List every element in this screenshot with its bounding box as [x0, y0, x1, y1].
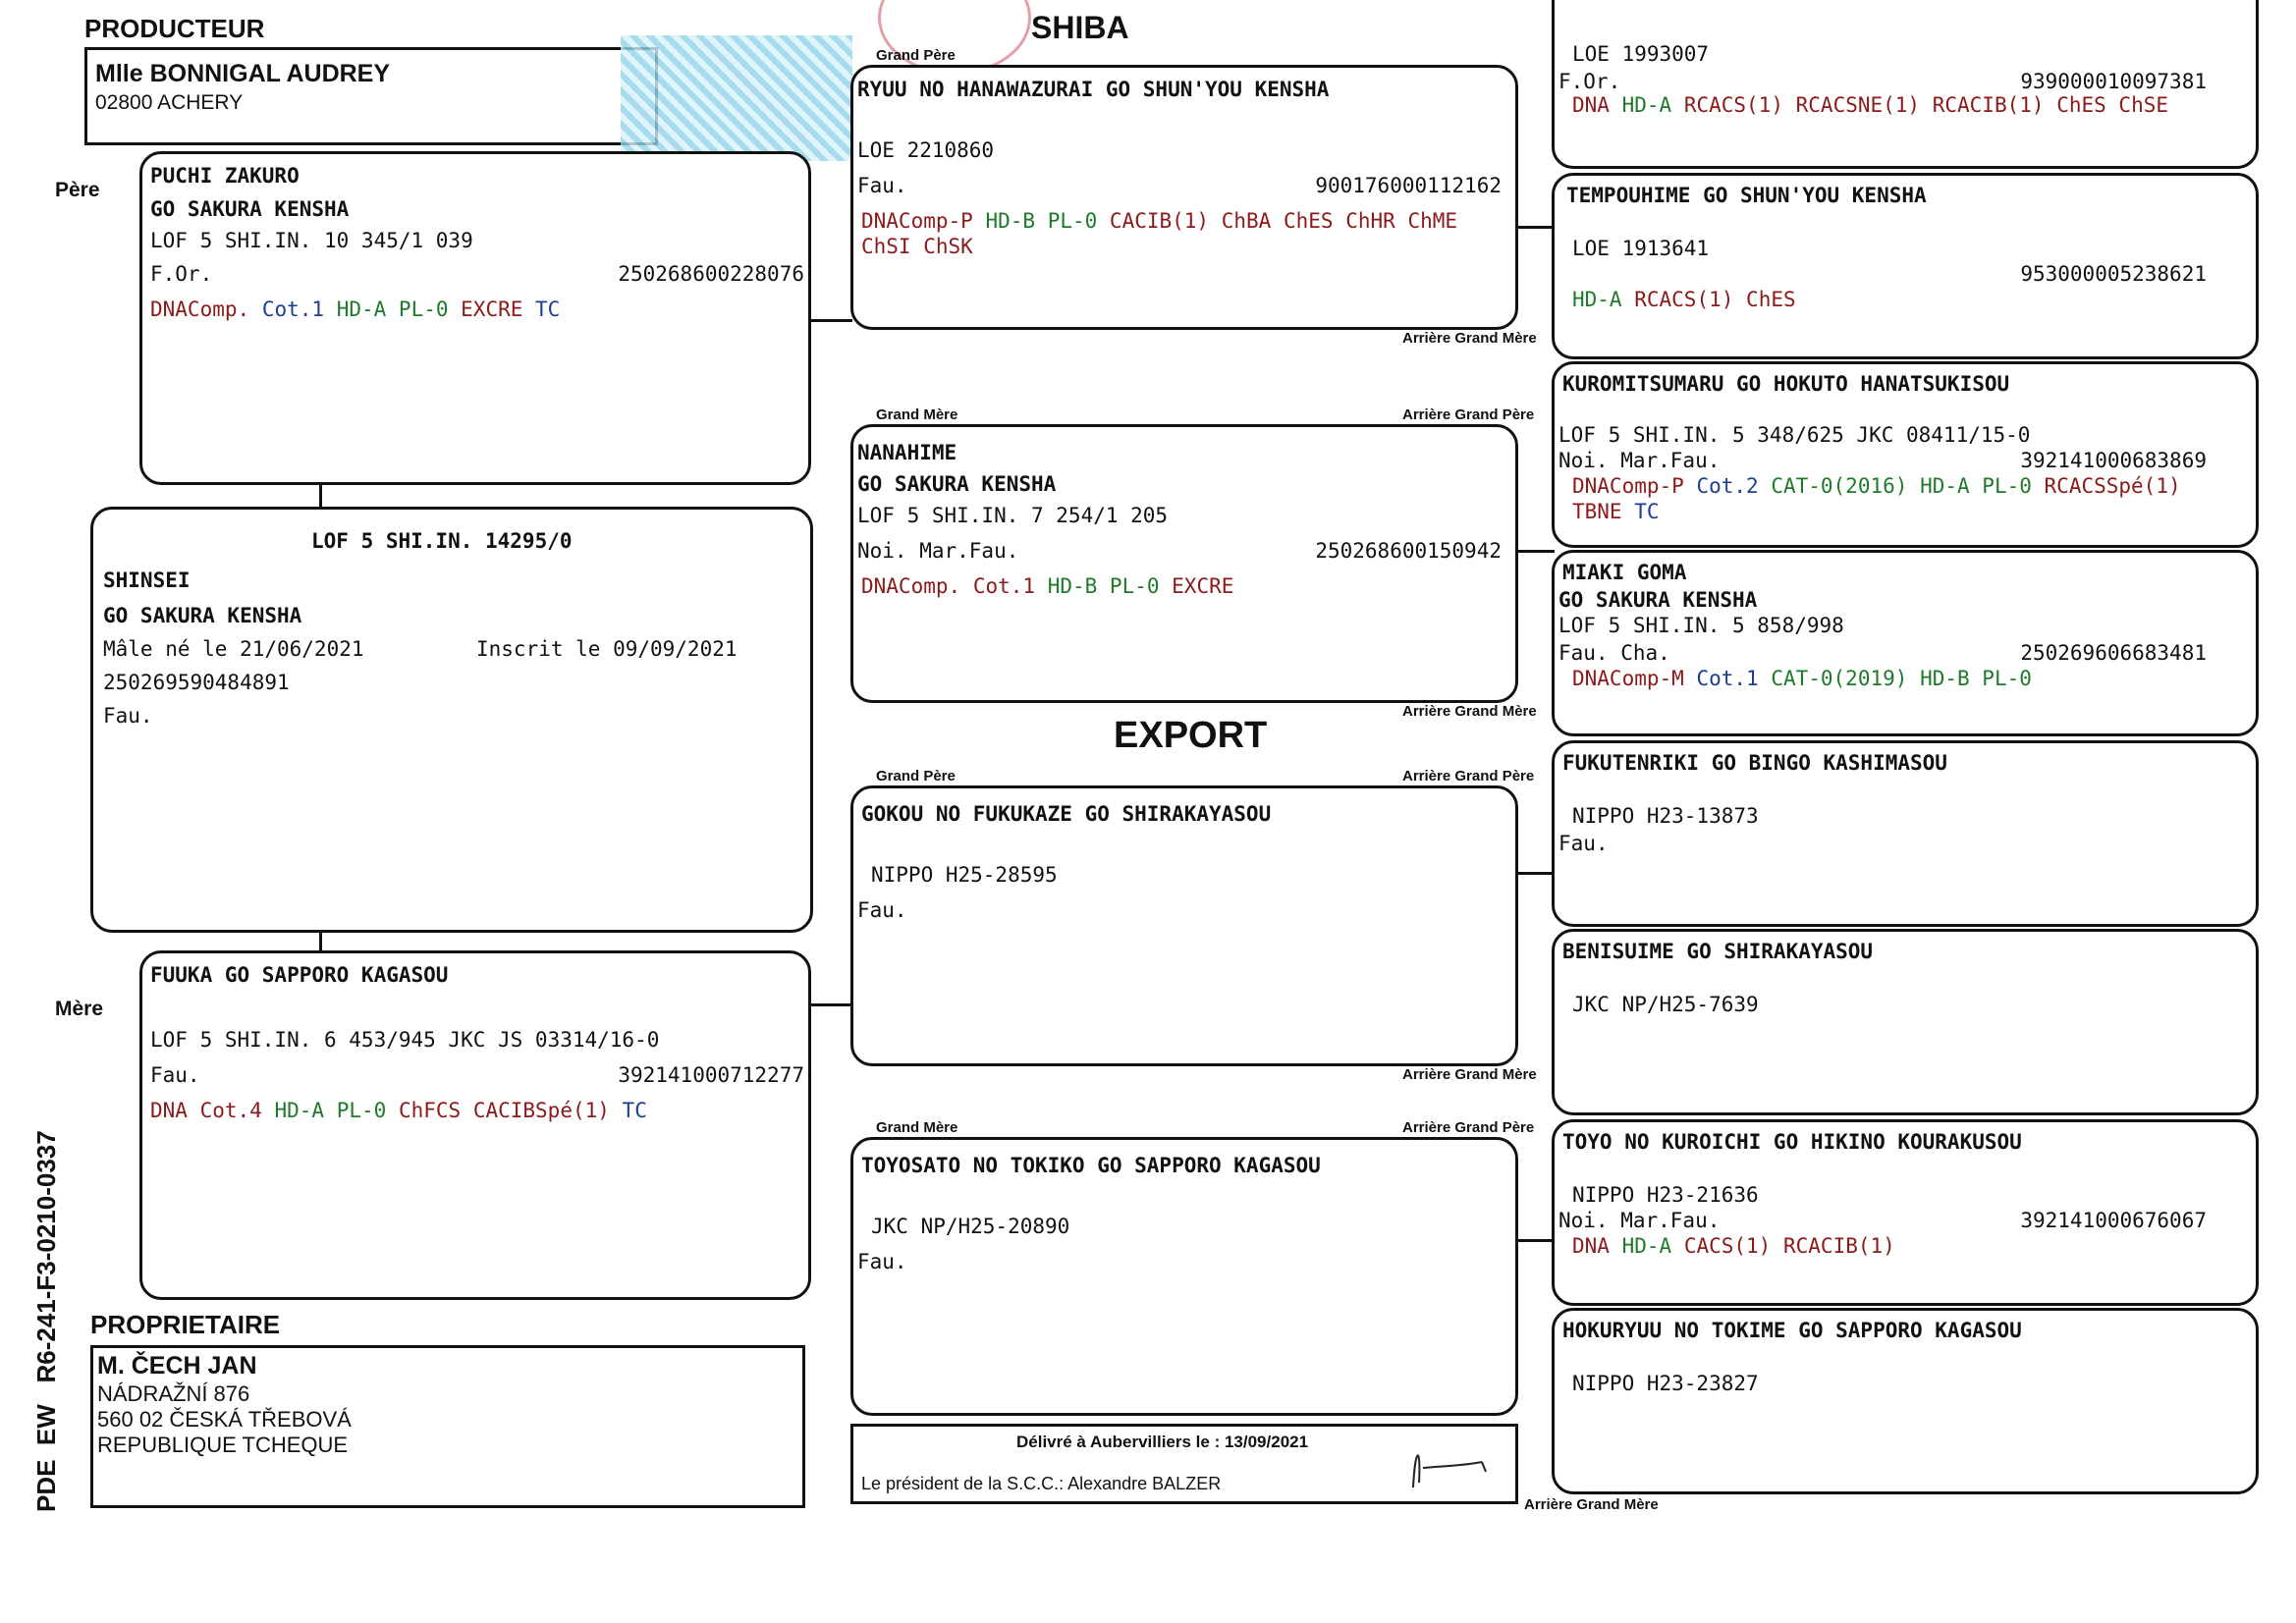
- gp2-name: GOKOU NO FUKUKAZE GO SHIRAKAYASOU: [861, 802, 1272, 826]
- signature-icon: [1403, 1438, 1502, 1497]
- agp4-name: TOYO NO KUROICHI GO HIKINO KOURAKUSOU: [1562, 1130, 2022, 1154]
- security-pattern: [621, 35, 852, 161]
- gp2-color: Fau.: [857, 898, 907, 922]
- agm1-chip: 953000005238621: [2020, 262, 2207, 286]
- subject-chip: 250269590484891: [103, 671, 290, 694]
- title: ChHR: [1345, 209, 1395, 233]
- agm3-reg: JKC NP/H25-7639: [1572, 993, 1759, 1016]
- title: PL-0: [1047, 209, 1098, 233]
- connector: [1517, 226, 1555, 229]
- title: HD-A: [1920, 474, 1970, 498]
- agm2-name1: MIAKI GOMA: [1562, 561, 1687, 584]
- agp4-titles: [1572, 1234, 1895, 1258]
- proprietaire-name: M. ČECH JAN: [97, 1352, 257, 1380]
- arriere-grand-mere-label: Arrière Grand Mère: [1402, 1066, 1537, 1083]
- title: HD-B: [985, 209, 1036, 233]
- title: RCACIB(1): [1932, 93, 2045, 117]
- arriere-grand-pere-label: Arrière Grand Père: [1402, 406, 1535, 423]
- gm1-reg: LOF 5 SHI.IN. 7 254/1 205: [857, 504, 1169, 527]
- title: HD-A: [274, 1099, 325, 1122]
- title: DNAComp.: [861, 574, 961, 598]
- pere-titles: [150, 298, 560, 321]
- proprietaire-city: 560 02 ČESKÁ TŘEBOVÁ: [97, 1407, 352, 1432]
- agp4-reg: NIPPO H23-21636: [1572, 1183, 1759, 1207]
- proprietaire-country: REPUBLIQUE TCHEQUE: [97, 1433, 349, 1457]
- title: CAT-0(2016): [1771, 474, 1908, 498]
- subject-color: Fau.: [103, 704, 153, 728]
- title: CACIB(1): [1109, 209, 1210, 233]
- title: TC: [1634, 500, 1660, 523]
- title: HD-A: [1572, 288, 1622, 311]
- gm2-name: TOYOSATO NO TOKIKO GO SAPPORO KAGASOU: [861, 1154, 1321, 1177]
- pere-name2: GO SAKURA KENSHA: [150, 197, 350, 221]
- grand-mere-label: Grand Mère: [876, 1119, 958, 1136]
- pere-chip: 250268600228076: [618, 262, 804, 286]
- title: HD-A: [336, 298, 387, 321]
- agm2-color: Fau. Cha.: [1558, 641, 1670, 665]
- gm1-color: Noi. Mar.Fau.: [857, 539, 1019, 563]
- gm1-name1: NANAHIME: [857, 441, 957, 464]
- gp2-box: [850, 785, 1518, 1066]
- mere-reg: LOF 5 SHI.IN. 6 453/945 JKC JS 03314/16-0: [150, 1028, 660, 1052]
- title: EXCRE: [1172, 574, 1234, 598]
- agp3-reg: NIPPO H23-13873: [1572, 804, 1759, 828]
- title: ChES: [2056, 93, 2106, 117]
- proprietaire-label: PROPRIETAIRE: [90, 1310, 281, 1339]
- arriere-grand-mere-label: Arrière Grand Mère: [1402, 330, 1537, 347]
- gm1-titles: [861, 574, 1233, 598]
- subject-inscrit: Inscrit le 09/09/2021: [476, 637, 738, 661]
- connector: [319, 931, 322, 952]
- gp1-reg: LOE 2210860: [857, 138, 995, 162]
- agm4-name: HOKURYUU NO TOKIME GO SAPPORO KAGASOU: [1562, 1319, 2022, 1342]
- mere-box: [139, 950, 811, 1300]
- agp1-reg: LOE 1993007: [1572, 42, 1710, 66]
- title: ChBA: [1221, 209, 1272, 233]
- pere-reg: LOF 5 SHI.IN. 10 345/1 039: [150, 229, 473, 252]
- agp2-reg: LOF 5 SHI.IN. 5 348/625 JKC 08411/15-0: [1558, 423, 2031, 447]
- subject-born: Mâle né le 21/06/2021: [103, 637, 364, 661]
- title: PL-0: [1109, 574, 1160, 598]
- agp2-color: Noi. Mar.Fau.: [1558, 449, 1721, 472]
- connector: [810, 319, 852, 322]
- gp2-reg: NIPPO H25-28595: [871, 863, 1058, 887]
- title: TC: [622, 1099, 647, 1122]
- title: HD-A: [1621, 93, 1672, 117]
- title: ChES: [1283, 209, 1334, 233]
- title: RCACS(1): [1634, 288, 1734, 311]
- agm1-name: TEMPOUHIME GO SHUN'YOU KENSHA: [1566, 184, 1927, 207]
- title: HD-B: [1920, 667, 1970, 690]
- title: RCACIB(1): [1783, 1234, 1895, 1258]
- agm2-name2: GO SAKURA KENSHA: [1558, 588, 1758, 612]
- gm1-box: [850, 424, 1518, 703]
- producteur-label: PRODUCTEUR: [84, 14, 265, 43]
- mere-titles: [150, 1099, 647, 1122]
- grand-pere-label: Grand Père: [876, 47, 956, 64]
- agp1-chip: 939000010097381: [2020, 70, 2207, 93]
- title: PL-0: [398, 298, 449, 321]
- title: PL-0: [1982, 667, 2032, 690]
- title: ChES: [1746, 288, 1796, 311]
- title: CAT-0(2019): [1771, 667, 1908, 690]
- delivered-text: Délivré à Aubervilliers le : 13/09/2021: [1016, 1433, 1309, 1451]
- title: TBNE: [1572, 500, 1622, 523]
- producteur-box: [84, 47, 658, 145]
- agm1-box: [1552, 173, 2259, 359]
- subject-name1: SHINSEI: [103, 568, 191, 592]
- title: ChSI: [861, 235, 911, 258]
- subject-name2: GO SAKURA KENSHA: [103, 604, 302, 627]
- agm4-box: [1552, 1308, 2259, 1494]
- agm1-titles: [1572, 288, 1796, 311]
- grand-pere-label: Grand Père: [876, 768, 956, 784]
- agm2-titles: [1572, 667, 2032, 690]
- agp3-color: Fau.: [1558, 832, 1609, 855]
- agp4-box: [1552, 1119, 2259, 1306]
- agp4-chip: 392141000676067: [2020, 1209, 2207, 1232]
- title: CACIBSpé(1): [472, 1099, 610, 1122]
- gp1-box: [850, 65, 1518, 330]
- title: RCACSSpé(1): [2044, 474, 2181, 498]
- gp1-chip: 900176000112162: [1315, 174, 1502, 197]
- agp2-titles: [1572, 474, 2181, 498]
- pere-box: [139, 151, 811, 485]
- mere-color: Fau.: [150, 1063, 200, 1087]
- agm4-reg: NIPPO H23-23827: [1572, 1372, 1759, 1395]
- subject-lof: LOF 5 SHI.IN. 14295/0: [311, 529, 573, 553]
- title: RCACS(1): [1683, 93, 1783, 117]
- gm2-color: Fau.: [857, 1250, 907, 1273]
- gp1-color: Fau.: [857, 174, 907, 197]
- side-code: PDE EW R6-241-F3-0210-0337: [31, 1130, 61, 1512]
- pere-name1: PUCHI ZAKURO: [150, 164, 300, 188]
- arriere-grand-pere-label: Arrière Grand Père: [1402, 1119, 1535, 1136]
- title: Cot.1: [261, 298, 325, 321]
- connector: [1517, 1239, 1555, 1242]
- agp1-box: [1552, 0, 2259, 169]
- agp2-name: KUROMITSUMARU GO HOKUTO HANATSUKISOU: [1562, 372, 2010, 396]
- title: Cot.4: [199, 1099, 262, 1122]
- title: DNAComp-P: [861, 209, 973, 233]
- agp3-box: [1552, 740, 2259, 927]
- breed-title: SHIBA: [1031, 10, 1129, 45]
- title: CACS(1): [1683, 1234, 1772, 1258]
- title: Cot.1: [972, 574, 1036, 598]
- title: TC: [535, 298, 561, 321]
- connector: [1517, 872, 1555, 875]
- gm1-chip: 250268600150942: [1315, 539, 1502, 563]
- agp3-name: FUKUTENRIKI GO BINGO KASHIMASOU: [1562, 751, 1947, 775]
- producteur-name: Mlle BONNIGAL AUDREY: [95, 60, 391, 87]
- title: DNAComp-M: [1572, 667, 1684, 690]
- title: Cot.2: [1696, 474, 1759, 498]
- title: DNA: [150, 1099, 188, 1122]
- connector: [1517, 550, 1555, 553]
- title: DNA: [1572, 1234, 1610, 1258]
- subject-box: [90, 507, 813, 933]
- arriere-grand-mere-label: Arrière Grand Mère: [1402, 703, 1537, 720]
- producteur-city: 02800 ACHERY: [95, 91, 244, 114]
- grand-mere-label: Grand Mère: [876, 406, 958, 423]
- agm1-reg: LOE 1913641: [1572, 237, 1710, 260]
- mere-name1: FUUKA GO SAPPORO KAGASOU: [150, 963, 449, 987]
- title: PL-0: [1982, 474, 2032, 498]
- title: DNAComp.: [150, 298, 250, 321]
- agm3-name: BENISUIME GO SHIRAKAYASOU: [1562, 940, 1874, 963]
- export-label: EXPORT: [1114, 715, 1268, 756]
- agm2-box: [1552, 550, 2259, 736]
- proprietaire-box: [90, 1345, 805, 1508]
- arriere-grand-pere-label: Arrière Grand Père: [1402, 768, 1535, 784]
- president-text: Le président de la S.C.C.: Alexandre BALZER: [861, 1474, 1222, 1493]
- agp2-titles-2: [1572, 500, 1660, 523]
- agp2-box: [1552, 361, 2259, 548]
- gp1-titles: [861, 209, 1457, 233]
- mere-chip: 392141000712277: [618, 1063, 804, 1087]
- title: ChFCS: [398, 1099, 462, 1122]
- agm2-chip: 250269606683481: [2020, 641, 2207, 665]
- title: Cot.1: [1696, 667, 1759, 690]
- connector: [810, 1003, 852, 1006]
- agp1-titles: [1572, 93, 2168, 117]
- agp2-chip: 392141000683869: [2020, 449, 2207, 472]
- title: RCACSNE(1): [1795, 93, 1921, 117]
- arriere-grand-mere-label: Arrière Grand Mère: [1524, 1496, 1659, 1513]
- proprietaire-street: NÁDRAŽNÍ 876: [97, 1381, 250, 1406]
- delivery-box: [850, 1424, 1518, 1504]
- title: ChME: [1407, 209, 1458, 233]
- title: HD-B: [1047, 574, 1098, 598]
- gm1-name2: GO SAKURA KENSHA: [857, 472, 1057, 496]
- title: EXCRE: [461, 298, 523, 321]
- gp1-titles-2: [861, 235, 973, 258]
- agm3-box: [1552, 929, 2259, 1115]
- pere-label: Père: [55, 179, 100, 201]
- title: DNAComp-P: [1572, 474, 1684, 498]
- agp1-color: F.Or.: [1558, 70, 1621, 93]
- title: PL-0: [336, 1099, 387, 1122]
- agm2-reg: LOF 5 SHI.IN. 5 858/998: [1558, 614, 1844, 637]
- title: DNA: [1572, 93, 1610, 117]
- title: ChSK: [923, 235, 973, 258]
- gm2-reg: JKC NP/H25-20890: [871, 1215, 1070, 1238]
- gp1-name: RYUU NO HANAWAZURAI GO SHUN'YOU KENSHA: [857, 78, 1330, 101]
- title: ChSE: [2118, 93, 2168, 117]
- pere-color: F.Or.: [150, 262, 213, 286]
- title: HD-A: [1621, 1234, 1672, 1258]
- agp4-color: Noi. Mar.Fau.: [1558, 1209, 1721, 1232]
- mere-label: Mère: [55, 998, 104, 1020]
- gm2-box: [850, 1137, 1518, 1416]
